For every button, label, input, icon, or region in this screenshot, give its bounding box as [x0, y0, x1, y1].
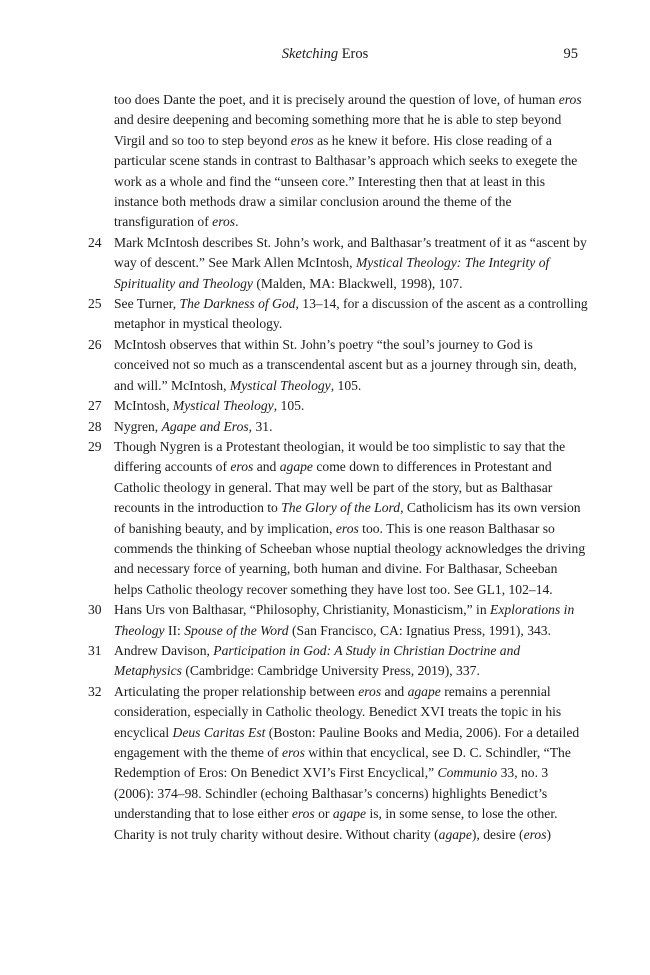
- text-segment: (San Francisco, CA: Ignatius Press, 1991), 343.: [288, 622, 551, 638]
- italic-segment: agape: [407, 683, 441, 699]
- endnote: [88, 682, 588, 845]
- italic-segment: agape: [438, 826, 472, 842]
- text-segment: and desire deepening and becoming something more that he is able to step beyond Virgil and so too to step beyond: [114, 112, 562, 148]
- text-segment: too. This is one reason Balthasar so commends the thinking of Scheeban whose nuptial theology acknowledges the driving and necessary force of yearning, both human and divine. For Balthasar, Scheeban helps Catholic theology recover something they have lost too. See GL1, 102–14.: [114, 520, 586, 597]
- page-number: 95: [563, 46, 578, 62]
- running-title: [0, 46, 650, 63]
- italic-segment: Participation in God: A Study in Christian Doctrine and Metaphysics: [114, 642, 521, 679]
- endnote: [88, 335, 588, 396]
- endnote-text: [114, 396, 588, 416]
- text-segment: ), desire (: [471, 826, 524, 842]
- text-segment: .: [235, 214, 239, 230]
- endnote: [88, 417, 588, 437]
- text-segment: ): [546, 826, 552, 842]
- text-segment: Hans Urs von Balthasar, “Philosophy, Christianity, Monasticism,” in: [114, 602, 491, 618]
- running-title-rest: Eros: [338, 46, 369, 62]
- italic-segment: eros: [212, 214, 236, 230]
- italic-segment: Agape and Eros: [161, 418, 249, 434]
- text-segment: (Malden, MA: Blackwell, 1998), 107.: [252, 275, 463, 291]
- text-segment: , 105.: [273, 398, 305, 414]
- text-segment: II:: [164, 622, 185, 638]
- text-segment: 33, no. 3 (2006): 374–98. Schindler (echoing Balthasar’s concerns) highlights Benedict’s understanding that to lose either: [114, 765, 549, 822]
- text-segment: come down to differences in Protestant and Catholic theology in general. That may well be part of the story, but as Balthasar recounts in the introduction to: [114, 459, 553, 516]
- italic-segment: The Glory of the Lord: [281, 500, 401, 516]
- endnote-text: [114, 682, 588, 845]
- running-title-italic: Sketching: [281, 46, 339, 62]
- text-segment: is, in some sense, to lose the other. Charity is not truly charity without desire. Without charity (: [114, 806, 558, 842]
- text-segment: See Turner,: [114, 296, 180, 312]
- text-segment: Nygren,: [114, 418, 162, 434]
- text-segment: McIntosh,: [114, 398, 173, 414]
- endnote-text: [114, 90, 588, 233]
- text-segment: (Boston: Pauline Books and Media, 2006). For a detailed engagement with the theme of: [114, 724, 580, 760]
- endnote-number: 25: [88, 296, 102, 312]
- text-segment: or: [314, 806, 333, 822]
- italic-segment: The Darkness of God: [179, 296, 296, 312]
- text-segment: Though Nygren is a Protestant theologian, it would be too simplistic to say that the differing accounts of: [114, 438, 566, 475]
- endnote-text: [114, 437, 588, 600]
- text-segment: , Catholicism has its own version of banishing beauty, and by implication,: [114, 500, 581, 536]
- text-segment: and: [381, 683, 408, 699]
- endnote-number: 26: [88, 336, 102, 352]
- endnote: [88, 600, 588, 641]
- endnote-text: [114, 600, 588, 641]
- endnote-number: 31: [88, 642, 102, 658]
- endnote-number: 24: [88, 234, 102, 250]
- italic-segment: Spouse of the Word: [184, 622, 289, 638]
- italic-segment: agape: [279, 459, 313, 475]
- italic-segment: Mystical Theology: The Integrity of Spirituality and Theology: [114, 255, 550, 291]
- text-segment: within that encyclical, see D. C. Schindler, “The Redemption of Eros: On Benedict XVI’s First Encyclical,”: [114, 745, 571, 781]
- italic-segment: agape: [332, 806, 367, 822]
- text-segment: , 105.: [330, 377, 362, 393]
- text-segment: and: [253, 459, 280, 475]
- endnote: [88, 437, 588, 600]
- italic-segment: Communio: [437, 765, 498, 781]
- endnote-text: [114, 335, 588, 396]
- text-segment: as he knew it before. His close reading of a particular scene stands in contrast to Balthasar’s approach which seeks to exegete the work as a whole and find the “unseen core.” Interesting then that at least in this instance both methods draw a similar conclusion around the theme of the transfiguration of: [114, 132, 578, 230]
- endnote-number: 29: [88, 438, 102, 454]
- text-segment: Andrew Davison,: [114, 642, 214, 658]
- italic-segment: Explorations in Theology: [114, 602, 575, 638]
- text-segment: Articulating the proper relationship between: [114, 683, 359, 699]
- italic-segment: eros: [358, 683, 382, 699]
- endnote-text: [114, 233, 588, 294]
- endnote-number: 28: [88, 418, 102, 434]
- endnotes-list: [88, 90, 588, 845]
- text-segment: Mark McIntosh describes St. John’s work, and Balthasar’s treatment of it as “ascent by way of descent.” See Mark Allen McIntosh,: [114, 234, 587, 271]
- text-segment: remains a perennial consideration, especially in Catholic theology. Benedict XVI treats the topic in his encyclical: [114, 683, 562, 740]
- italic-segment: Mystical Theology: [229, 377, 331, 393]
- text-segment: , 13–14, for a discussion of the ascent as a controlling metaphor in mystical theology.: [114, 296, 588, 332]
- endnote: [88, 396, 588, 416]
- running-head: [0, 46, 650, 66]
- italic-segment: eros: [291, 806, 315, 822]
- endnote-number: 32: [88, 683, 102, 699]
- italic-segment: eros: [230, 459, 254, 475]
- text-segment: , 31.: [248, 418, 273, 434]
- endnote-number: 30: [88, 602, 102, 618]
- italic-segment: eros: [523, 826, 547, 842]
- italic-segment: Deus Caritas Est: [172, 724, 266, 740]
- endnote: [88, 90, 588, 233]
- italic-segment: eros: [281, 745, 305, 760]
- italic-segment: eros: [558, 92, 582, 107]
- endnote-text: [114, 294, 588, 335]
- text-segment: too does Dante the poet, and it is precisely around the question of love, of human: [114, 92, 559, 107]
- italic-segment: eros: [290, 132, 314, 148]
- endnote: [88, 294, 588, 335]
- endnote-number: 27: [88, 398, 102, 414]
- italic-segment: eros: [335, 520, 359, 536]
- text-segment: McIntosh observes that within St. John’s poetry “the soul’s journey to God is conceived not so much as a transcendental ascent but as a journey through sin, death, and will.” McIntosh,: [114, 336, 577, 393]
- endnote-text: [114, 641, 588, 682]
- endnote-text: [114, 417, 588, 437]
- italic-segment: Mystical Theology: [172, 398, 274, 414]
- text-segment: (Cambridge: Cambridge University Press, 2019), 337.: [181, 663, 480, 679]
- endnote: [88, 641, 588, 682]
- endnote: [88, 233, 588, 294]
